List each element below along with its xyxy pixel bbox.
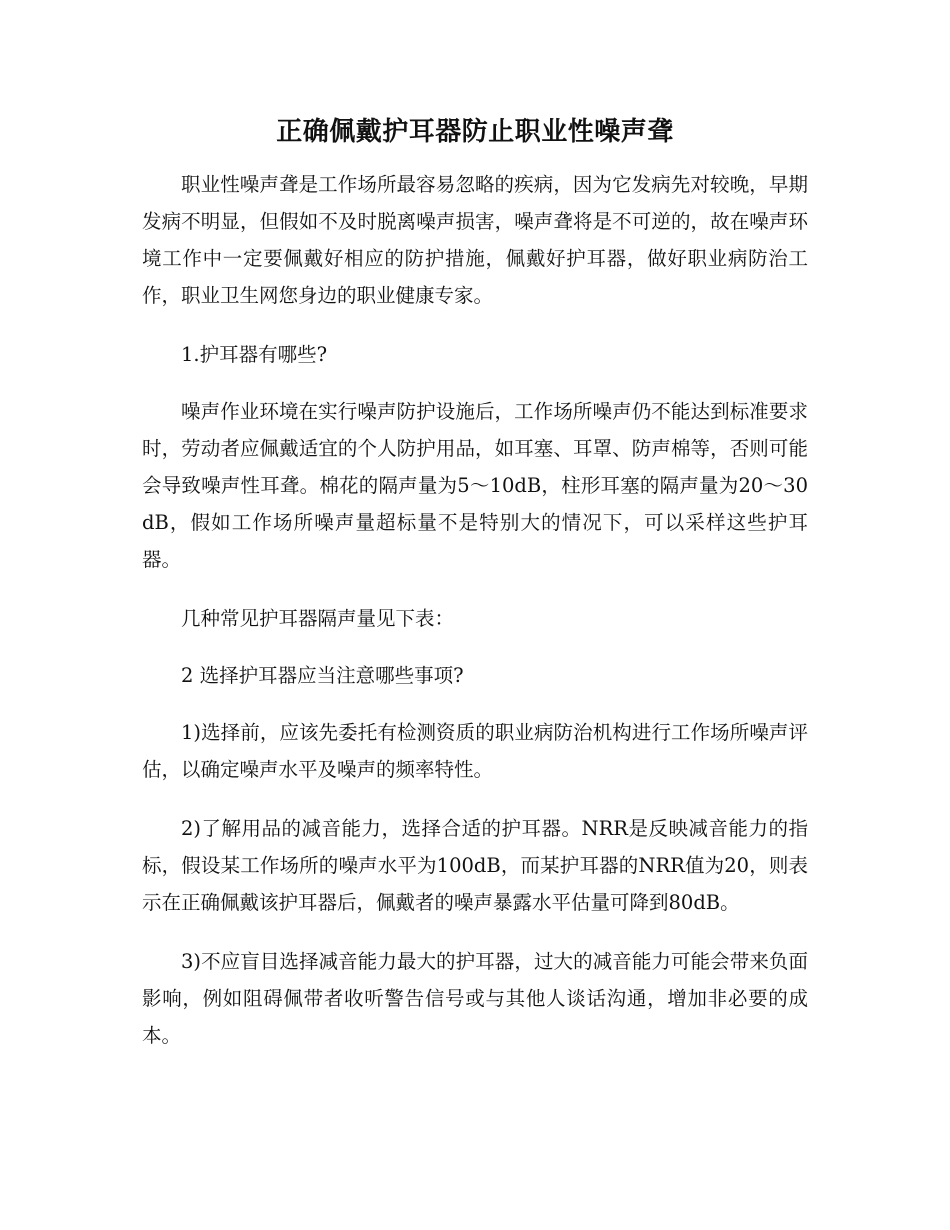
paragraph-note-3: 3)不应盲目选择减音能力最大的护耳器，过大的减音能力可能会带来负面影响，例如阻碍佩带者收听警告信号或与其他人谈话沟通，增加非必要的成本。 [142, 950, 808, 1047]
paragraph-intro: 职业性噪声聋是工作场所最容易忽略的疾病，因为它发病先对较晚，早期发病不明显，但假如不及时脱离噪声损害，噪声聋将是不可逆的，故在噪声环境工作中一定要佩戴好相应的防护措施，佩戴好护耳器，做好职业病防治工作，职业卫生网您身边的职业健康专家。 [142, 173, 808, 307]
document-title: 正确佩戴护耳器防止职业性噪声聋 [276, 117, 674, 147]
heading-selection-notes: 2 选择护耳器应当注意哪些事项? [181, 664, 464, 687]
paragraph-protection-measures: 噪声作业环境在实行噪声防护设施后，工作场所噪声仍不能达到标准要求时，劳动者应佩戴适宜的个人防护用品，如耳塞、耳罩、防声棉等，否则可能会导致噪声性耳聋。棉花的隔声量为5～10dB，柱形耳塞的隔声量为20～30 dB，假如工作场所噪声量超标量不是特别大的情况下，可以采样这些护耳器。 [142, 400, 808, 571]
document-page [142, 112, 808, 1076]
paragraph-note-1: 1)选择前，应该先委托有检测资质的职业病防治机构进行工作场所噪声评估，以确定噪声水平及噪声的频率特性。 [142, 721, 808, 781]
paragraph-table-reference: 几种常见护耳器隔声量见下表： [181, 607, 455, 630]
paragraph-note-2: 2)了解用品的减音能力，选择合适的护耳器。NRR是反映减音能力的指标，假设某工作场所的噪声水平为100dB，而某护耳器的NRR值为20，则表示在正确佩戴该护耳器后，佩戴者的噪声暴露水平估量可降到80dB。 [142, 817, 808, 914]
heading-protector-types: 1.护耳器有哪些? [181, 343, 328, 366]
